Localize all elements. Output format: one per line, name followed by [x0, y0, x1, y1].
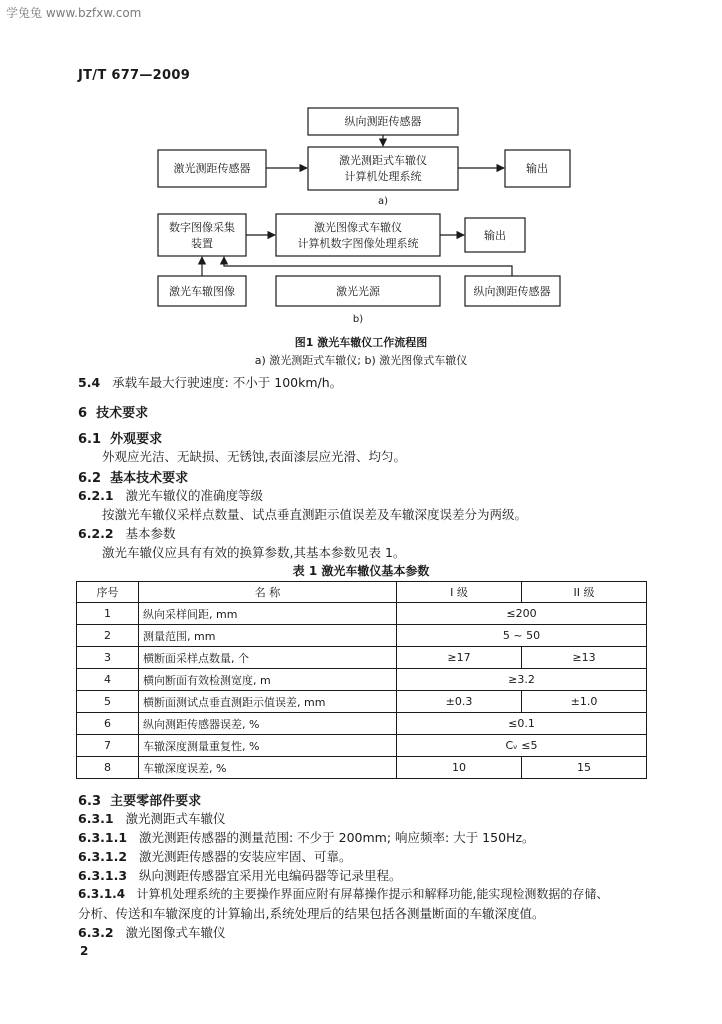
b-rut-image-label: 激光车辙图像: [169, 285, 235, 298]
standard-code: JT/T 677—2009: [78, 68, 191, 83]
cell-no: 8: [77, 757, 139, 779]
figure-b-label: b): [352, 314, 364, 325]
clause-6-2-heading: 6.2 基本技术要求: [78, 471, 189, 486]
cell-no: 2: [77, 625, 139, 647]
cell-name: 车辙深度误差, %: [139, 757, 397, 779]
clause-6-3-1-2: 6.3.1.2 激光测距传感器的安装应牢固、可靠。: [78, 849, 352, 864]
table-row: [77, 625, 647, 647]
figure-subcaption: a) 激光测距式车辙仪; b) 激光图像式车辙仪: [254, 354, 468, 367]
b-system-label-2: 计算机数字图像处理系统: [297, 237, 419, 250]
b-system-label-1: 激光图像式车辙仪: [314, 221, 402, 234]
cell-no: 7: [77, 735, 139, 757]
cell-no: 6: [77, 713, 139, 735]
flowchart-figure: [0, 0, 722, 330]
b-acquisition-label-2: 装置: [191, 237, 213, 250]
cell-name: 测量范围, mm: [139, 625, 397, 647]
clause-6-3-1-4-continued: 分析、传送和车辙深度的计算输出,系统处理后的结果包括各测量断面的车辙深度值。: [78, 906, 545, 921]
cell-no: 3: [77, 647, 139, 669]
cell-value: 5 ~ 50: [397, 625, 647, 647]
cell-value: ≥3.2: [397, 669, 647, 691]
cell-name: 横向断面有效检测宽度, m: [139, 669, 397, 691]
header-grade-1: I 级: [397, 582, 522, 603]
table-title: 表 1 激光车辙仪基本参数: [292, 564, 430, 578]
a-laser-sensor-label: 激光测距传感器: [173, 162, 251, 175]
cell-value: ≤0.1: [397, 713, 647, 735]
figure-a-label: a): [377, 196, 389, 207]
table-row: [77, 691, 647, 713]
cell-name: 横断面测试点垂直测距示值误差, mm: [139, 691, 397, 713]
b-acquisition-label-1: 数字图像采集: [169, 221, 235, 234]
cell-name: 横断面采样点数量, 个: [139, 647, 397, 669]
clause-6-2-2-text: 激光车辙仪应具有有效的换算参数,其基本参数见表 1。: [102, 545, 406, 560]
clause-6-2-1-heading: 6.2.1 激光车辙仪的准确度等级: [78, 488, 264, 503]
cell-name: 纵向采样间距, mm: [139, 603, 397, 625]
cell-grade-2: 15: [522, 757, 647, 779]
a-longitudinal-sensor-label: 纵向测距传感器: [344, 115, 422, 128]
clause-6-1-heading: 6.1 外观要求: [78, 432, 163, 447]
clause-6-3-2-heading: 6.3.2 激光图像式车辙仪: [78, 925, 226, 940]
clause-6-3-heading: 6.3 主要零部件要求: [78, 794, 202, 809]
header-grade-2: II 级: [522, 582, 647, 603]
b-longitudinal-sensor-label: 纵向测距传感器: [473, 285, 551, 298]
table-row: [77, 713, 647, 735]
cell-name: 车辙深度测量重复性, %: [139, 735, 397, 757]
a-output-label: 输出: [526, 162, 548, 175]
cell-value: ≤200: [397, 603, 647, 625]
b-output-label: 输出: [484, 229, 506, 242]
cell-grade-1: ±0.3: [397, 691, 522, 713]
watermark: 学兔兔 www.bzfxw.com: [6, 6, 142, 20]
a-system-label-2: 计算机处理系统: [344, 170, 422, 183]
clause-6-1-text: 外观应光洁、无缺损、无锈蚀,表面漆层应光滑、均匀。: [102, 449, 406, 464]
cell-grade-1: 10: [397, 757, 522, 779]
header-no: 序号: [77, 582, 139, 603]
clause-6-2-2-heading: 6.2.2 基本参数: [78, 526, 176, 541]
clause-6-3-1-1: 6.3.1.1 激光测距传感器的测量范围: 不少于 200mm; 响应频率: 大于 150Hz。: [78, 830, 535, 845]
a-system-label-1: 激光测距式车辙仪: [339, 154, 427, 167]
page-number: 2: [80, 944, 89, 958]
cell-grade-2: ≥13: [522, 647, 647, 669]
cell-value: Cᵥ ≤5: [397, 735, 647, 757]
table-row: [77, 735, 647, 757]
table-header-row: [77, 582, 647, 603]
cell-no: 1: [77, 603, 139, 625]
b-light-source-label: 激光光源: [336, 285, 380, 298]
table-row: [77, 669, 647, 691]
cell-no: 4: [77, 669, 139, 691]
clause-6-3-1-3: 6.3.1.3 纵向测距传感器宜采用光电编码器等记录里程。: [78, 868, 402, 883]
table-row: [77, 757, 647, 779]
figure-caption: 图1 激光车辙仪工作流程图: [294, 336, 428, 349]
cell-grade-2: ±1.0: [522, 691, 647, 713]
clause-6-2-1-text: 按激光车辙仪采样点数量、试点垂直测距示值误差及车辙深度误差分为两级。: [102, 507, 528, 522]
section-6-heading: 6 技术要求: [78, 406, 149, 421]
clause-6-3-1-4: 6.3.1.4 计算机处理系统的主要操作界面应附有屏幕操作提示和解释功能,能实现检测数据的存储、: [78, 887, 609, 901]
cell-name: 纵向测距传感器误差, %: [139, 713, 397, 735]
cell-grade-1: ≥17: [397, 647, 522, 669]
clause-5-4: 5.4 承载车最大行驶速度: 不小于 100km/h。: [78, 375, 343, 390]
table-row: [77, 603, 647, 625]
table-row: [77, 647, 647, 669]
cell-no: 5: [77, 691, 139, 713]
parameter-table: [76, 581, 647, 779]
header-name: 名 称: [139, 582, 397, 603]
clause-6-3-1-heading: 6.3.1 激光测距式车辙仪: [78, 811, 226, 826]
